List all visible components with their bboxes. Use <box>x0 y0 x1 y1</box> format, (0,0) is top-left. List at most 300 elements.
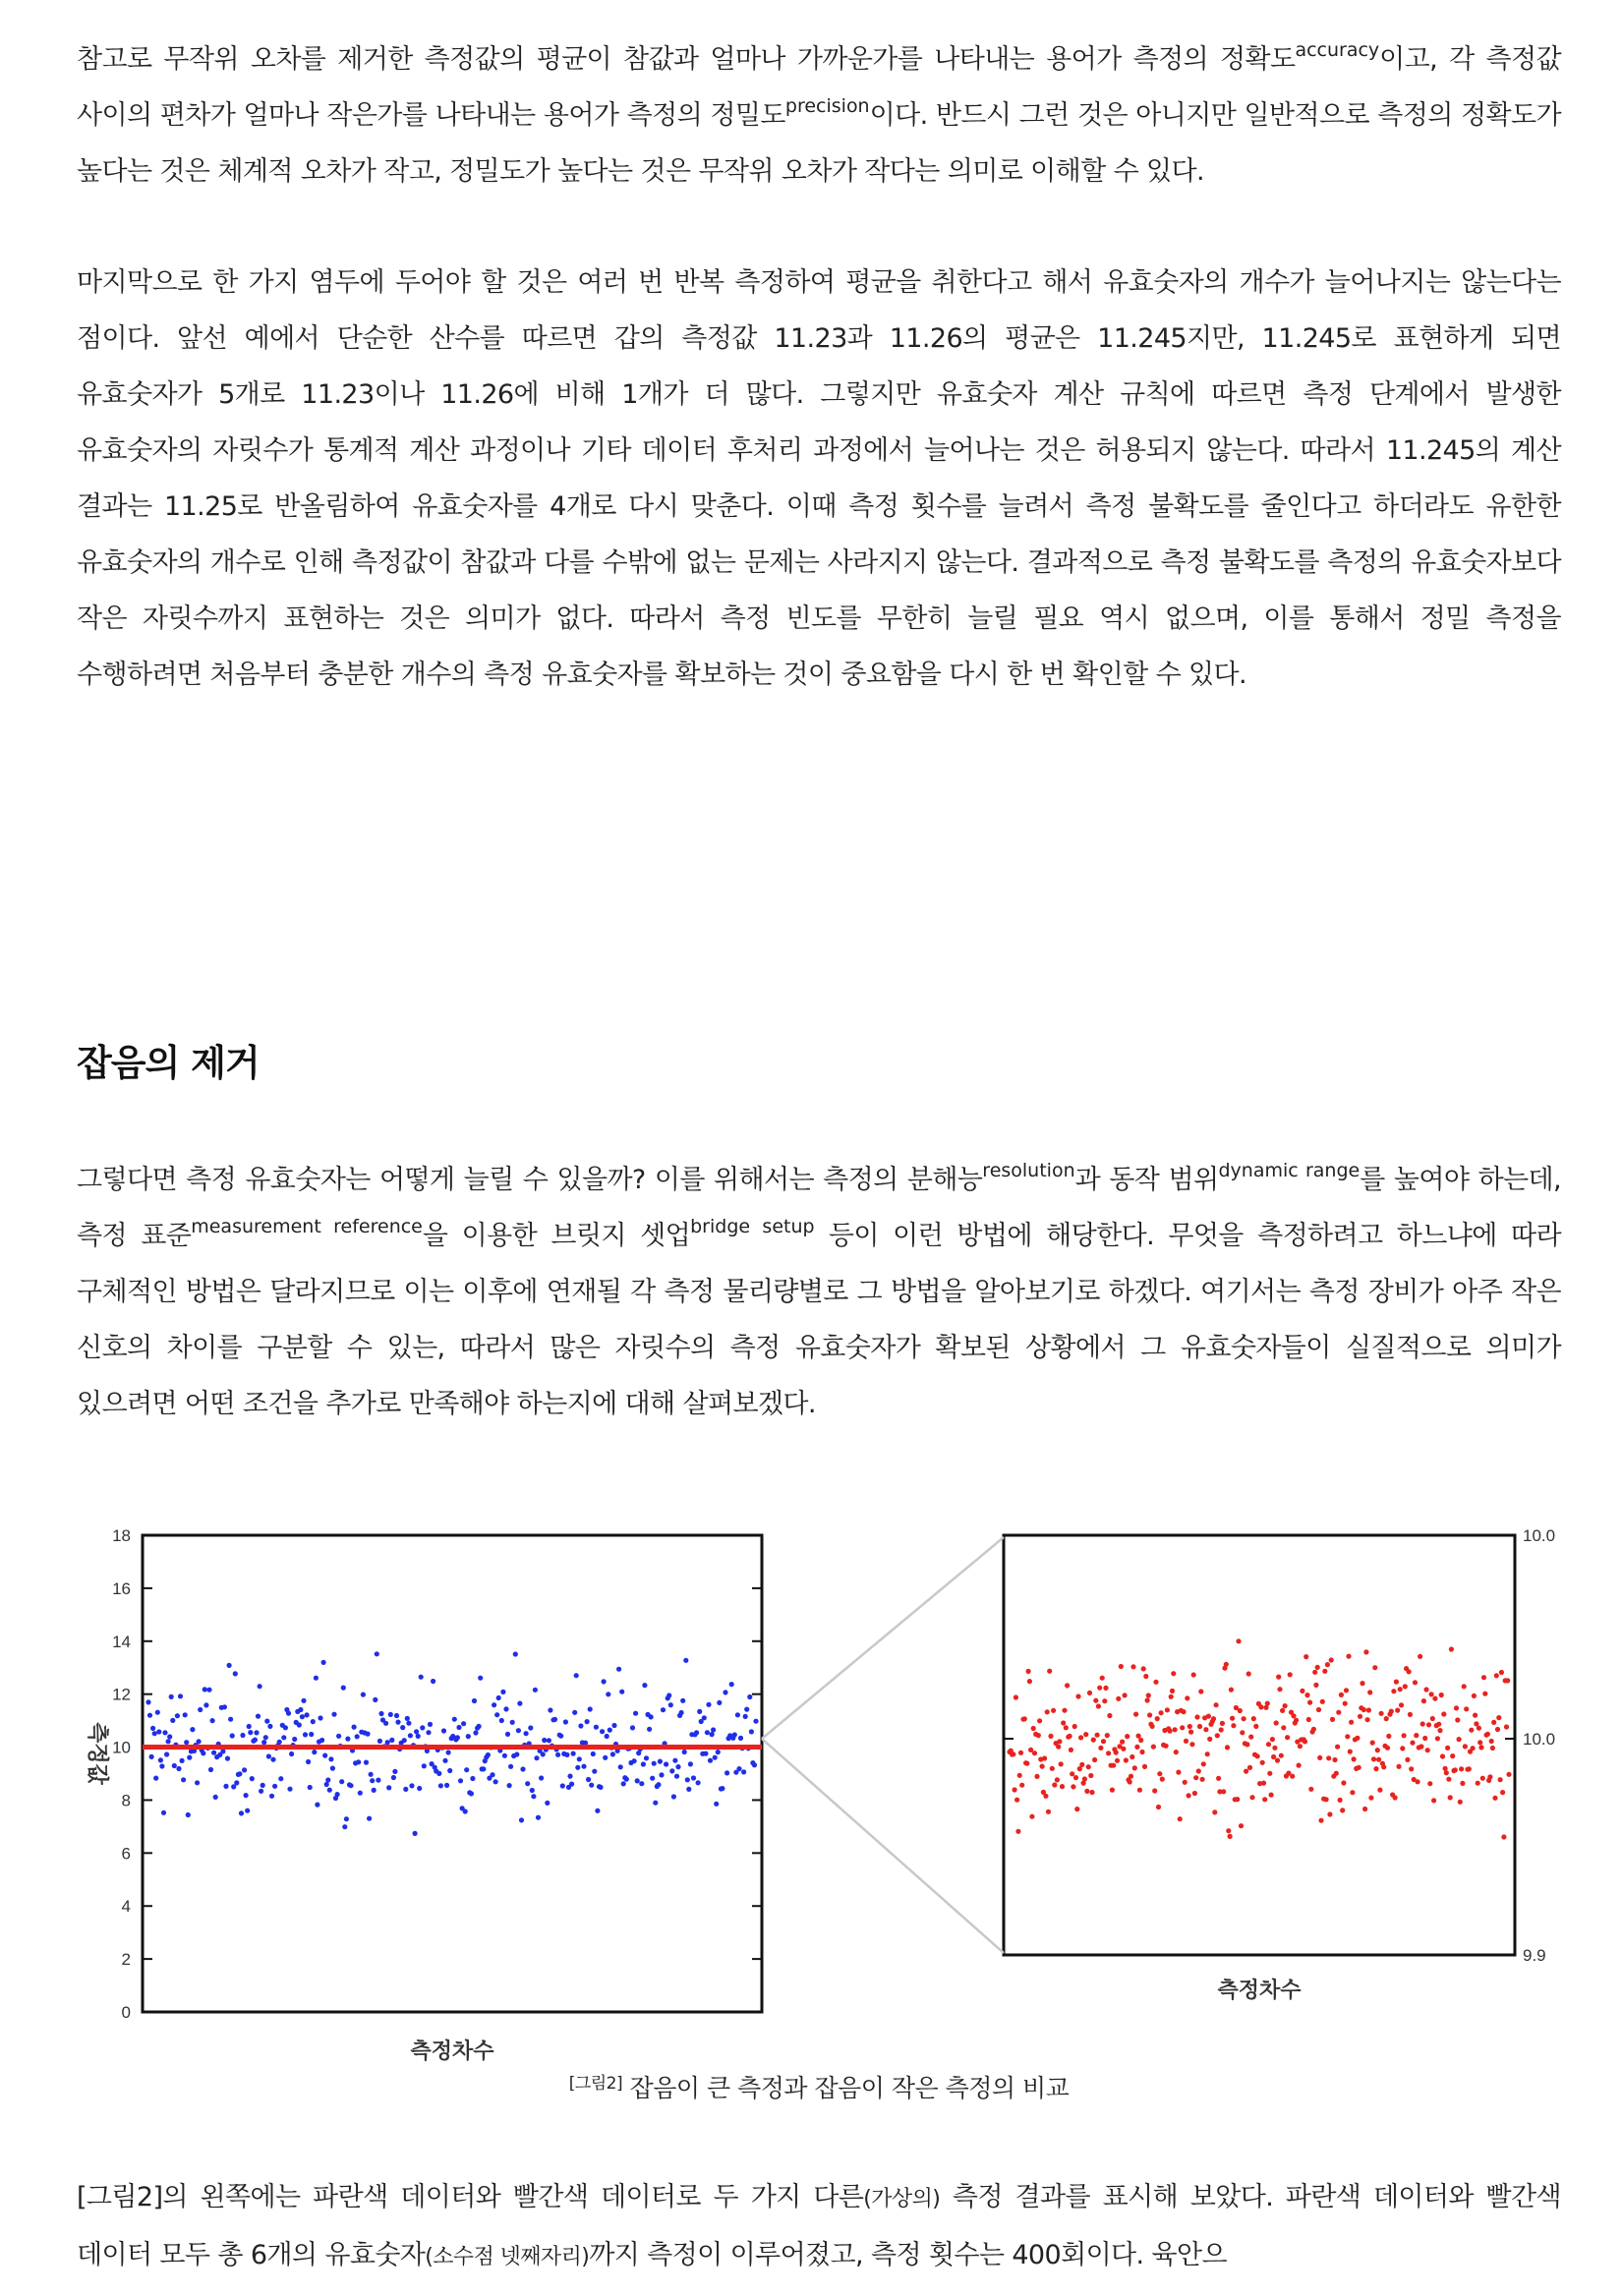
figure-caption <box>77 2069 1561 2104</box>
red-data-point <box>1046 1809 1051 1814</box>
blue-data-point <box>503 1706 508 1711</box>
gloss-bridge-setup: bridge setup <box>690 1216 815 1237</box>
blue-data-point <box>602 1679 607 1684</box>
blue-data-point <box>305 1712 310 1717</box>
blue-data-point <box>524 1731 529 1736</box>
blue-data-point <box>208 1767 213 1772</box>
blue-data-point <box>361 1693 366 1697</box>
red-data-point <box>1138 1738 1143 1743</box>
red-data-point <box>1087 1691 1092 1695</box>
red-data-point <box>1188 1730 1193 1735</box>
red-data-point <box>1211 1716 1216 1721</box>
blue-data-point <box>244 1793 249 1798</box>
blue-data-point <box>147 1713 152 1718</box>
red-data-point <box>1231 1723 1236 1728</box>
red-data-point <box>1057 1739 1062 1744</box>
red-data-point <box>1014 1694 1018 1699</box>
blue-data-point <box>195 1780 200 1785</box>
blue-data-point <box>245 1808 250 1813</box>
red-data-point <box>1506 1772 1511 1777</box>
red-data-point <box>1410 1741 1415 1746</box>
blue-data-point <box>444 1783 449 1788</box>
blue-data-point <box>753 1719 758 1724</box>
blue-data-point <box>552 1717 557 1722</box>
red-data-point <box>1156 1805 1161 1809</box>
blue-data-point <box>422 1763 427 1768</box>
blue-data-point <box>395 1720 400 1725</box>
blue-data-point <box>723 1690 727 1694</box>
red-data-point <box>1400 1746 1405 1751</box>
blue-data-point <box>261 1740 266 1745</box>
red-data-point <box>1396 1764 1401 1769</box>
blue-data-point <box>710 1732 715 1737</box>
blue-data-point <box>567 1774 572 1779</box>
left-y-tick-label: 2 <box>121 1950 131 1970</box>
blue-data-point <box>741 1769 746 1774</box>
blue-data-point <box>155 1710 160 1715</box>
red-data-point <box>1055 1777 1060 1782</box>
blue-data-point <box>153 1776 158 1781</box>
red-data-point <box>1192 1791 1197 1796</box>
red-data-point <box>1082 1776 1087 1781</box>
red-data-point <box>1477 1726 1481 1731</box>
blue-data-point <box>548 1707 552 1712</box>
red-data-point <box>1022 1716 1027 1721</box>
red-data-point <box>1244 1769 1248 1774</box>
blue-data-point <box>706 1702 711 1707</box>
blue-data-point <box>619 1690 624 1694</box>
blue-data-point <box>610 1751 615 1756</box>
blue-data-point <box>508 1764 513 1769</box>
red-data-point <box>1249 1795 1254 1800</box>
red-data-point <box>1225 1745 1230 1750</box>
blue-data-point <box>564 1752 569 1757</box>
blue-data-point <box>409 1783 414 1788</box>
blue-data-point <box>370 1778 375 1783</box>
red-data-point <box>1173 1727 1178 1732</box>
blue-data-point <box>500 1690 505 1694</box>
blue-data-point <box>324 1782 329 1787</box>
blue-data-point <box>671 1794 676 1799</box>
right-y-tick-label: 10.0 <box>1523 1730 1556 1749</box>
blue-data-point <box>419 1675 424 1680</box>
red-data-series <box>1007 1638 1511 1839</box>
blue-data-point <box>639 1781 644 1786</box>
red-data-point <box>1018 1751 1023 1755</box>
text-segment: 이다. 반드시 그런 것은 아니지만 일반적으로 측정의 정확도가 높다는 것은 체계적 오차가 작고, 정밀도가 높다는 것은 무작위 오차가 작다는 의미로 이해할 수 있다. <box>77 100 1561 187</box>
blue-data-point <box>747 1694 752 1699</box>
blue-data-point <box>414 1729 419 1734</box>
blue-data-point <box>223 1784 228 1789</box>
blue-data-point <box>682 1750 687 1754</box>
blue-data-point <box>206 1688 211 1693</box>
red-data-point <box>1471 1746 1476 1751</box>
text-segment: [그림2]의 왼쪽에는 파란색 데이터와 빨간색 데이터로 두 가지 다른 <box>77 2182 864 2212</box>
red-data-point <box>1325 1662 1330 1667</box>
blue-data-point <box>456 1725 461 1730</box>
blue-data-point <box>267 1724 272 1729</box>
blue-data-point <box>513 1651 518 1656</box>
blue-data-point <box>674 1774 679 1779</box>
blue-data-point <box>744 1707 749 1712</box>
blue-data-point <box>624 1777 629 1782</box>
blue-data-point <box>505 1732 510 1737</box>
blue-data-point <box>377 1739 382 1744</box>
blue-data-point <box>336 1734 341 1739</box>
blue-data-point <box>711 1727 716 1732</box>
blue-data-point <box>574 1673 579 1678</box>
red-data-point <box>1413 1680 1418 1685</box>
left-y-tick-label: 18 <box>112 1526 131 1545</box>
red-data-point <box>1019 1783 1024 1788</box>
blue-data-point <box>301 1698 306 1703</box>
blue-data-point <box>269 1794 274 1799</box>
blue-data-point <box>458 1778 463 1783</box>
red-data-point <box>1106 1751 1111 1755</box>
blue-data-point <box>679 1710 684 1715</box>
blue-data-point <box>172 1763 177 1768</box>
red-data-point <box>1083 1732 1088 1737</box>
red-data-point <box>1349 1720 1354 1725</box>
red-data-point <box>1443 1766 1448 1771</box>
red-data-point <box>1095 1733 1100 1738</box>
red-data-point <box>1134 1745 1139 1750</box>
blue-data-point <box>416 1734 421 1739</box>
red-data-point <box>1444 1770 1449 1775</box>
red-data-point <box>1088 1773 1093 1778</box>
red-data-point <box>1047 1669 1052 1674</box>
blue-data-point <box>441 1728 446 1733</box>
red-data-point <box>1402 1733 1407 1738</box>
red-data-point <box>1454 1705 1459 1710</box>
figure-noise-comparison <box>77 1496 1561 2086</box>
red-data-point <box>1449 1646 1454 1651</box>
red-data-point <box>1013 1787 1017 1792</box>
left-y-axis-label: 측정값 <box>85 1722 109 1785</box>
red-data-point <box>1339 1693 1344 1697</box>
red-data-point <box>1147 1712 1152 1717</box>
red-data-point <box>1070 1771 1074 1776</box>
red-data-point <box>1214 1702 1219 1707</box>
red-data-point <box>1151 1745 1156 1750</box>
red-data-point <box>1367 1690 1372 1694</box>
red-data-point <box>1220 1721 1225 1726</box>
blue-data-point <box>258 1684 262 1689</box>
red-data-point <box>1230 1716 1235 1721</box>
red-data-point <box>1034 1774 1039 1779</box>
blue-data-point <box>159 1763 164 1768</box>
blue-data-series <box>145 1651 758 1836</box>
blue-data-point <box>225 1756 230 1761</box>
blue-data-point <box>446 1750 451 1754</box>
red-data-point <box>1239 1823 1244 1828</box>
red-data-point <box>1031 1726 1036 1731</box>
red-data-point <box>1420 1721 1425 1726</box>
red-data-point <box>1375 1748 1380 1752</box>
red-data-point <box>1272 1746 1277 1751</box>
red-data-point <box>1379 1711 1384 1716</box>
blue-data-point <box>303 1732 308 1737</box>
red-data-point <box>1360 1681 1364 1686</box>
red-data-point <box>1343 1701 1348 1706</box>
red-data-point <box>1458 1800 1463 1805</box>
blue-data-point <box>586 1777 591 1782</box>
blue-data-point <box>263 1735 268 1740</box>
blue-data-point <box>428 1722 433 1727</box>
red-data-point <box>1362 1807 1367 1811</box>
red-data-point <box>1014 1798 1019 1803</box>
left-y-tick-label: 4 <box>121 1897 131 1917</box>
red-data-point <box>1423 1687 1428 1692</box>
red-data-point <box>1377 1788 1382 1793</box>
red-data-point <box>1206 1714 1211 1719</box>
red-data-point <box>1160 1777 1165 1782</box>
red-data-point <box>1336 1710 1341 1715</box>
red-data-point <box>1312 1670 1317 1675</box>
red-data-point <box>1048 1734 1053 1739</box>
blue-data-point <box>417 1786 422 1791</box>
left-y-tick-label: 12 <box>112 1685 131 1704</box>
blue-data-point <box>342 1824 347 1829</box>
red-data-point <box>1422 1736 1427 1741</box>
red-data-point <box>1315 1665 1320 1670</box>
red-data-point <box>1029 1814 1034 1819</box>
red-data-point <box>1330 1717 1335 1722</box>
red-data-point <box>1194 1714 1199 1719</box>
red-data-point <box>1098 1746 1103 1751</box>
red-data-point <box>1093 1698 1098 1703</box>
blue-data-point <box>578 1723 583 1728</box>
blue-data-point <box>477 1724 482 1729</box>
blue-data-point <box>325 1777 330 1782</box>
blue-data-point <box>472 1698 477 1703</box>
blue-data-point <box>717 1700 722 1705</box>
blue-data-point <box>181 1777 186 1782</box>
red-data-point <box>1069 1748 1073 1752</box>
red-data-point <box>1037 1718 1042 1723</box>
red-data-point <box>1181 1709 1186 1714</box>
blue-data-point <box>658 1759 663 1764</box>
red-data-point <box>1119 1664 1124 1669</box>
red-data-point <box>1335 1745 1340 1750</box>
red-data-point <box>1124 1757 1129 1762</box>
red-data-point <box>1501 1834 1506 1839</box>
red-data-point <box>1357 1765 1361 1770</box>
red-data-point <box>1297 1763 1302 1768</box>
red-data-point <box>1248 1735 1253 1740</box>
blue-data-point <box>431 1679 435 1684</box>
red-data-point <box>1137 1788 1142 1793</box>
blue-data-point <box>502 1753 507 1758</box>
blue-data-point <box>161 1810 166 1815</box>
red-data-point <box>1365 1717 1370 1722</box>
blue-data-point <box>341 1686 346 1691</box>
blue-data-point <box>525 1781 530 1786</box>
blue-data-point <box>608 1728 612 1733</box>
blue-data-point <box>569 1782 574 1787</box>
left-plot-frame <box>143 1535 762 2012</box>
red-data-point <box>1132 1765 1137 1770</box>
red-data-point <box>1079 1762 1084 1767</box>
red-data-point <box>1267 1771 1272 1776</box>
red-data-point <box>1189 1742 1194 1747</box>
zoom-connector-bottom <box>762 1739 1004 1953</box>
blue-data-point <box>145 1699 150 1704</box>
blue-data-point <box>542 1738 547 1743</box>
red-data-point <box>1253 1724 1258 1729</box>
red-data-point <box>1460 1781 1465 1786</box>
blue-data-point <box>644 1755 649 1760</box>
red-data-point <box>1203 1727 1208 1732</box>
blue-data-point <box>392 1769 397 1774</box>
red-data-point <box>1324 1797 1329 1802</box>
blue-data-point <box>595 1808 600 1813</box>
red-data-point <box>1332 1757 1337 1762</box>
blue-data-point <box>237 1771 242 1776</box>
blue-data-point <box>531 1794 536 1799</box>
red-data-point <box>1450 1753 1455 1758</box>
left-y-tick-label: 0 <box>121 2003 131 2022</box>
blue-data-point <box>713 1755 718 1760</box>
text-segment: 참고로 무작위 오차를 제거한 측정값의 평균이 참값과 얼마나 가까운가를 나타내는 용어가 측정의 정확도 <box>77 44 1296 75</box>
red-data-point <box>1155 1716 1160 1721</box>
blue-data-point <box>650 1776 655 1781</box>
blue-data-point <box>668 1702 673 1707</box>
blue-data-point <box>330 1766 335 1771</box>
blue-data-point <box>630 1725 635 1730</box>
blue-data-point <box>653 1801 658 1806</box>
red-data-point <box>1191 1672 1196 1677</box>
blue-data-point <box>318 1715 322 1720</box>
blue-data-point <box>642 1683 647 1688</box>
blue-data-point <box>507 1783 512 1788</box>
red-data-point <box>1398 1687 1403 1692</box>
blue-data-point <box>641 1761 646 1766</box>
red-data-point <box>1184 1739 1188 1744</box>
blue-data-point <box>352 1725 357 1730</box>
blue-data-point <box>520 1766 525 1771</box>
blue-data-point <box>228 1717 233 1722</box>
blue-data-point <box>253 1738 258 1743</box>
red-data-point <box>1368 1796 1373 1801</box>
red-data-point <box>1283 1703 1288 1708</box>
blue-data-point <box>680 1698 685 1703</box>
red-data-point <box>1188 1724 1192 1729</box>
red-data-point <box>1245 1742 1249 1747</box>
red-data-point <box>1042 1755 1047 1760</box>
blue-data-point <box>314 1676 319 1681</box>
red-data-point <box>1322 1669 1327 1674</box>
red-data-point <box>1187 1793 1191 1798</box>
blue-data-point <box>309 1732 314 1737</box>
red-data-point <box>1348 1750 1353 1754</box>
zoom-connector-top <box>762 1537 1004 1739</box>
blue-data-point <box>694 1730 699 1735</box>
article-body <box>77 31 1562 2270</box>
red-data-point <box>1216 1776 1221 1781</box>
blue-data-point <box>373 1697 377 1702</box>
red-data-point <box>1224 1662 1229 1667</box>
blue-data-point <box>463 1808 468 1813</box>
red-data-point <box>1265 1701 1270 1706</box>
red-data-point <box>1469 1728 1474 1733</box>
blue-data-point <box>150 1726 155 1731</box>
red-data-point <box>1159 1710 1164 1715</box>
red-data-point <box>1197 1724 1202 1729</box>
red-data-point <box>1445 1746 1450 1751</box>
blue-data-point <box>413 1831 418 1836</box>
blue-data-point <box>675 1764 680 1769</box>
red-data-point <box>1207 1737 1212 1742</box>
blue-data-point <box>386 1785 391 1790</box>
red-data-point <box>1441 1711 1446 1716</box>
blue-data-point <box>724 1770 729 1775</box>
red-data-point <box>1236 1638 1241 1643</box>
red-data-point <box>1141 1666 1146 1671</box>
red-data-point <box>1463 1744 1468 1749</box>
red-data-point <box>1226 1828 1231 1833</box>
red-data-point <box>1500 1790 1505 1795</box>
red-data-point <box>1492 1796 1497 1801</box>
red-data-point <box>1448 1795 1453 1800</box>
blue-data-point <box>213 1795 218 1800</box>
red-data-point <box>1114 1750 1119 1754</box>
red-data-point <box>1091 1738 1096 1743</box>
blue-data-point <box>486 1752 491 1757</box>
blue-data-point <box>647 1727 652 1732</box>
red-data-point <box>1308 1787 1313 1792</box>
red-data-point <box>1425 1748 1430 1752</box>
red-data-point <box>1235 1797 1240 1802</box>
blue-data-point <box>365 1732 370 1737</box>
blue-data-point <box>234 1780 239 1785</box>
red-data-point <box>1064 1725 1069 1730</box>
red-data-point <box>1277 1687 1282 1692</box>
blue-data-point <box>149 1754 154 1759</box>
red-data-point <box>1487 1774 1492 1779</box>
blue-data-point <box>683 1658 688 1663</box>
blue-data-point <box>203 1702 208 1707</box>
red-data-point <box>1111 1763 1116 1768</box>
red-data-point <box>1215 1733 1220 1738</box>
red-data-point <box>1482 1692 1487 1696</box>
red-data-point <box>1040 1764 1045 1769</box>
blue-data-point <box>702 1715 707 1720</box>
red-data-point <box>1408 1712 1413 1717</box>
blue-data-point <box>256 1714 261 1719</box>
red-data-point <box>1167 1729 1172 1734</box>
red-data-point <box>1385 1746 1390 1751</box>
red-data-point <box>1078 1735 1083 1740</box>
red-data-point <box>1437 1728 1442 1733</box>
blue-data-point <box>493 1779 498 1784</box>
gloss-resolution: resolution <box>982 1160 1075 1181</box>
red-data-point <box>1327 1811 1332 1816</box>
blue-data-point <box>539 1775 544 1780</box>
red-data-point <box>1221 1789 1226 1794</box>
red-data-point <box>1084 1789 1089 1794</box>
red-data-point <box>1096 1703 1101 1708</box>
blue-data-point <box>516 1728 521 1733</box>
blue-data-point <box>697 1709 702 1714</box>
red-data-point <box>1062 1708 1067 1713</box>
red-data-point <box>1125 1734 1130 1739</box>
red-data-point <box>1129 1774 1133 1779</box>
blue-data-point <box>403 1787 408 1792</box>
red-data-point <box>1313 1683 1318 1688</box>
red-data-point <box>1419 1744 1423 1749</box>
red-data-point <box>1355 1736 1360 1741</box>
